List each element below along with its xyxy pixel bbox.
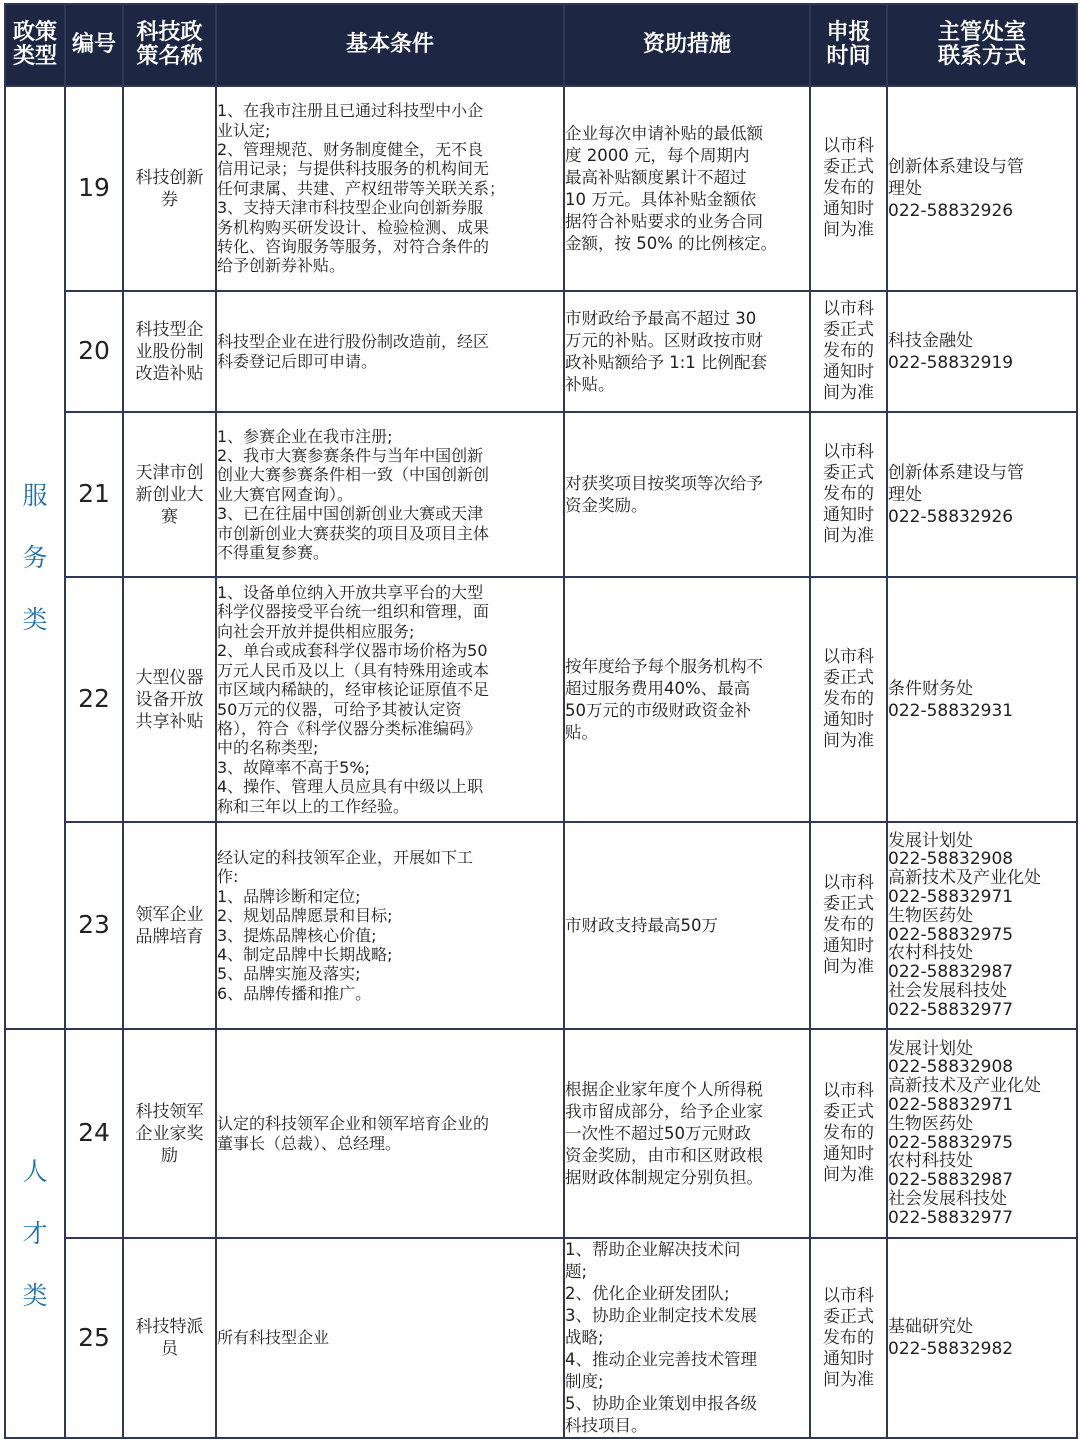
policy-name [123, 1238, 216, 1438]
contact-info-line: 高新技术及产业化处 [888, 868, 1041, 889]
contact-info-line: 022-58832975 [888, 1132, 1014, 1153]
policy-funding [564, 1029, 810, 1238]
apply-time [810, 1029, 887, 1238]
contact-info-line: 022-58832926 [888, 200, 1014, 221]
policy-conditions-line: 3、已在往届中国创新创业大赛或天津 [217, 504, 484, 524]
contact-info-line: 022-58832971 [888, 886, 1014, 907]
policy-funding-line: 市财政给予最高不超过 30 [565, 308, 757, 328]
contact-info-line: 理处 [888, 484, 922, 505]
policy-name-line: 员 [161, 1339, 178, 1359]
policy-funding-line: 最高补贴额度累计不超过 [565, 167, 747, 187]
contact-info [887, 1238, 1077, 1438]
contact-info-line: 022-58832987 [888, 1170, 1014, 1191]
apply-time-line: 通知时 [823, 362, 874, 382]
policy-conditions-line: 业大赛官网查询）。 [217, 484, 354, 504]
policy-conditions-line: 信用记录；与提供科技服务的机构间无 [217, 159, 490, 179]
apply-time-line: 间为准 [823, 1165, 874, 1185]
policy-name [123, 412, 216, 577]
header-number: 编号 [65, 4, 123, 86]
contact-info-line: 022-58832982 [888, 1339, 1014, 1359]
contact-info-line: 条件财务处 [888, 678, 973, 699]
policy-name-line: 科技特派 [135, 1317, 204, 1337]
policy-conditions-line: 给予创新券补贴。 [217, 256, 346, 276]
policy-conditions-line: 1、设备单位纳入开放共享平台的大型 [217, 583, 484, 603]
apply-time-line: 通知时 [823, 710, 874, 730]
table-row [5, 1238, 1077, 1438]
apply-time-line: 间为准 [823, 731, 874, 751]
table-body [5, 86, 1077, 1438]
policy-funding-line: 市财政支持最高50万 [565, 915, 718, 935]
contact-info-line: 022-58832977 [888, 999, 1014, 1020]
apply-time-line: 通知时 [823, 1348, 874, 1369]
policy-name-line: 领军企业 [135, 904, 204, 925]
policy-funding-line: 政补贴额给予 1:1 比例配套 [565, 352, 768, 372]
table-row [5, 1029, 1077, 1238]
policy-funding-line: 金额，按 50% 的比例核定。 [565, 233, 778, 253]
policy-conditions-line: 市区域内稀缺的，经审核论证原值不足 [217, 680, 490, 700]
policy-conditions-line: 不得重复参赛。 [217, 543, 330, 563]
contact-info-line: 创新体系建设与管 [888, 156, 1024, 177]
policy-funding [564, 412, 810, 577]
table-header [5, 4, 1077, 86]
category-char: 务 [22, 542, 48, 572]
policy-funding-line: 度 2000 元，每个周期内 [565, 145, 750, 165]
contact-info [887, 291, 1077, 412]
contact-info-line: 科技金融处 [888, 330, 973, 351]
policy-conditions-line: 作: [217, 867, 239, 887]
policy-funding-line: 一次性不超过50万元财政 [565, 1123, 751, 1143]
policy-table [4, 3, 1078, 1439]
header-conditions: 基本条件 [216, 4, 564, 86]
policy-conditions-line: 向社会开放并提供相应服务; [217, 621, 415, 641]
policy-conditions [216, 577, 564, 822]
policy-conditions-line: 2、规划品牌愿景和目标; [217, 906, 393, 926]
apply-time-line: 委正式 [823, 320, 874, 340]
policy-conditions [216, 822, 564, 1029]
policy-conditions-line: 创业大赛参赛条件相一致（中国创新创 [217, 465, 490, 485]
policy-funding-line: 贴。 [565, 722, 598, 742]
policy-name-line: 新创业大 [135, 484, 204, 505]
contact-info-line: 022-58832987 [888, 962, 1014, 983]
contact-info [887, 86, 1077, 291]
header-contact: 主管处室 联系方式 [887, 4, 1077, 86]
contact-info-line: 基础研究处 [888, 1317, 973, 1337]
policy-funding-line: 根据企业家年度个人所得税 [565, 1079, 763, 1099]
policy-name-line: 科技创新 [135, 167, 204, 188]
category-char: 类 [22, 604, 48, 634]
table-row [5, 577, 1077, 822]
apply-time-line: 发布的 [823, 484, 874, 504]
policy-funding-line: 对获奖项目按奖项等次给予 [565, 473, 763, 493]
apply-time-line: 以市科 [823, 647, 874, 667]
apply-time [810, 577, 887, 822]
contact-info-line: 022-58832919 [888, 352, 1014, 373]
apply-time-line: 委正式 [823, 668, 874, 688]
apply-time [810, 86, 887, 291]
policy-conditions [216, 86, 564, 291]
policy-conditions-line: 4、制定品牌中长期战略; [217, 944, 393, 964]
table-row [5, 412, 1077, 577]
policy-conditions-line: 业认定; [217, 120, 271, 140]
policy-name-line: 业股份制 [135, 341, 204, 362]
apply-time-line: 发布的 [823, 1123, 874, 1143]
policy-conditions [216, 412, 564, 577]
apply-time-line: 以市科 [823, 299, 874, 319]
apply-time-line: 发布的 [823, 341, 874, 361]
contact-info-line: 022-58832908 [888, 1057, 1014, 1078]
policy-funding-line: 4、推动企业完善技术管理 [565, 1350, 757, 1369]
policy-name [123, 1029, 216, 1238]
policy-name [123, 86, 216, 291]
apply-time [810, 412, 887, 577]
table-row [5, 822, 1077, 1029]
apply-time-line: 间为准 [823, 957, 874, 977]
header-funding: 资助措施 [564, 4, 810, 86]
policy-funding-line: 资金奖励，由市和区财政根 [565, 1145, 763, 1165]
apply-time-line: 通知时 [823, 505, 874, 525]
apply-time-line: 发布的 [823, 1327, 874, 1348]
contact-info-line: 022-58832971 [888, 1094, 1014, 1115]
policy-funding-line: 超过服务费用40%、最高 [565, 678, 751, 698]
contact-info-line: 社会发展科技处 [888, 1188, 1007, 1209]
policy-conditions-line: 1、在我市注册且已通过科技型中小企 [217, 101, 484, 121]
policy-funding-line: 题; [565, 1262, 588, 1281]
policy-funding-line: 战略; [565, 1328, 604, 1347]
apply-time-line: 以市科 [823, 1081, 874, 1101]
policy-conditions-line: 5、品牌实施及落实; [217, 964, 361, 984]
contact-info-line: 农村科技处 [888, 1151, 973, 1172]
policy-funding-line: 50万元的市级财政资金补 [565, 700, 751, 720]
policy-conditions-line: 50万元的仪器，可给予其被认定资 [217, 699, 462, 719]
policy-conditions-line: 6、品牌传播和推广。 [217, 983, 372, 1003]
policy-funding-line: 10 万元。具体补贴金额依 [565, 189, 757, 209]
policy-conditions-line: 任何隶属、共建、产权纽带等关联关系； [217, 178, 506, 198]
contact-info [887, 577, 1077, 822]
policy-name [123, 291, 216, 412]
header-policy-type: 政策 类型 [5, 4, 65, 86]
apply-time-line: 以市科 [823, 136, 874, 156]
policy-conditions-line: 3、支持天津市科技型企业向创新券服 [217, 198, 484, 218]
apply-time-line: 通知时 [823, 936, 874, 956]
contact-info-line: 发展计划处 [888, 830, 973, 851]
policy-number: 25 [65, 1238, 123, 1438]
apply-time-line: 间为准 [823, 526, 874, 546]
policy-number: 19 [65, 86, 123, 291]
policy-funding-line: 制度; [565, 1372, 604, 1391]
apply-time-line: 发布的 [823, 915, 874, 935]
header-apply-time: 申报 时间 [810, 4, 887, 86]
category-cell [5, 1029, 65, 1438]
policy-funding-line: 资金奖励。 [565, 495, 648, 515]
policy-conditions-line: 经认定的科技领军企业，开展如下工 [217, 847, 474, 867]
contact-info-line: 社会发展科技处 [888, 980, 1007, 1001]
policy-conditions-line: 万元人民币及以上（具有特殊用途或本 [217, 660, 490, 680]
policy-funding-line: 据财政体制规定分别负担。 [565, 1167, 763, 1187]
policy-funding [564, 822, 810, 1029]
apply-time-line: 间为准 [823, 1369, 874, 1390]
contact-info [887, 412, 1077, 577]
contact-info-line: 022-58832977 [888, 1207, 1014, 1228]
policy-conditions-line: 科学仪器接受平台统一组织和管理，面 [217, 602, 490, 622]
policy-conditions-line: 中的名称类型; [217, 738, 319, 758]
contact-info-line: 022-58832975 [888, 924, 1014, 945]
contact-info-line: 发展计划处 [888, 1038, 973, 1059]
header-policy-name: 科技政 策名称 [123, 4, 216, 86]
policy-funding [564, 86, 810, 291]
contact-info [887, 1029, 1077, 1238]
policy-number: 23 [65, 822, 123, 1029]
policy-funding [564, 1238, 810, 1438]
apply-time-line: 以市科 [823, 1285, 874, 1306]
apply-time [810, 1238, 887, 1438]
contact-info-line: 农村科技处 [888, 943, 973, 964]
policy-conditions-line: 2、我市大赛参赛条件与当年中国创新 [217, 445, 484, 465]
policy-name-line: 科技领军 [135, 1101, 204, 1122]
contact-info-line: 生物医药处 [888, 1113, 973, 1134]
apply-time-line: 委正式 [823, 1306, 874, 1327]
apply-time-line: 间为准 [823, 220, 874, 240]
policy-number: 20 [65, 291, 123, 412]
category-char: 才 [22, 1218, 48, 1248]
apply-time-line: 委正式 [823, 894, 874, 914]
policy-funding-line: 我市留成部分，给予企业家 [565, 1101, 763, 1121]
policy-conditions-line: 称和三年以上的工作经验。 [217, 796, 410, 816]
policy-conditions-line: 所有科技型企业 [217, 1328, 330, 1348]
category-char: 类 [22, 1280, 48, 1310]
policy-funding-line: 5、协助企业策划申报各级 [565, 1394, 757, 1413]
policy-funding-line: 补贴。 [565, 374, 615, 394]
policy-name-line: 企业家奖 [135, 1123, 204, 1144]
contact-info-line: 高新技术及产业化处 [888, 1076, 1041, 1097]
apply-time [810, 291, 887, 412]
table-row [5, 86, 1077, 291]
policy-conditions-line: 董事长（总裁）、总经理。 [217, 1133, 402, 1153]
policy-number: 21 [65, 412, 123, 577]
contact-info-line: 创新体系建设与管 [888, 462, 1024, 483]
apply-time-line: 委正式 [823, 1102, 874, 1122]
policy-conditions-line: 3、故障率不高于5%; [217, 757, 370, 777]
policy-conditions-line: 格），符合《科学仪器分类标准编码》 [217, 718, 482, 738]
category-cell [5, 86, 65, 1029]
policy-conditions-line: 转化、咨询服务等服务，对符合条件的 [217, 237, 490, 257]
contact-info-line: 022-58832908 [888, 849, 1014, 870]
policy-funding [564, 577, 810, 822]
policy-conditions-line: 2、单台或成套科学仪器市场价格为50 [217, 641, 488, 661]
contact-info-line: 生物医药处 [888, 905, 973, 926]
policy-name-line: 大型仪器 [135, 667, 204, 688]
apply-time-line: 通知时 [823, 199, 874, 219]
contact-info [887, 822, 1077, 1029]
apply-time-line: 委正式 [823, 157, 874, 177]
policy-conditions-line: 科委登记后即可申请。 [217, 351, 378, 371]
policy-name-line: 赛 [161, 506, 178, 527]
policy-funding-line: 2、优化企业研发团队; [565, 1284, 730, 1303]
contact-info-line: 022-58832926 [888, 506, 1014, 527]
policy-funding-line: 据符合补贴要求的业务合同 [565, 211, 763, 231]
policy-funding-line: 按年度给予每个服务机构不 [565, 656, 763, 676]
contact-info-line: 理处 [888, 178, 922, 199]
policy-name-line: 共享补贴 [135, 711, 204, 732]
policy-conditions-line: 务机构购买研发设计、检验检测、成果 [217, 217, 490, 237]
policy-name-line: 改造补贴 [135, 363, 204, 384]
policy-name-line: 科技型企 [135, 319, 204, 340]
policy-funding-line: 科技项目。 [565, 1416, 648, 1435]
apply-time-line: 发布的 [823, 689, 874, 709]
policy-funding-line: 3、协助企业制定技术发展 [565, 1306, 757, 1325]
contact-info-line: 022-58832931 [888, 700, 1014, 721]
policy-funding-line: 万元的补贴。区财政按市财 [565, 330, 763, 350]
policy-name [123, 822, 216, 1029]
policy-conditions [216, 1029, 564, 1238]
category-char: 服 [22, 480, 48, 510]
apply-time-line: 委正式 [823, 463, 874, 483]
policy-name-line: 品牌培育 [135, 926, 204, 947]
policy-conditions-line: 认定的科技领军企业和领军培育企业的 [217, 1114, 490, 1134]
policy-conditions [216, 291, 564, 412]
apply-time-line: 间为准 [823, 383, 874, 403]
policy-name-line: 设备开放 [135, 689, 204, 710]
policy-conditions [216, 1238, 564, 1438]
apply-time-line: 通知时 [823, 1144, 874, 1164]
policy-number: 22 [65, 577, 123, 822]
policy-conditions-line: 科技型企业在进行股份制改造前，经区 [217, 332, 490, 352]
policy-conditions-line: 2、管理规范、财务制度健全，无不良 [217, 139, 484, 159]
policy-funding [564, 291, 810, 412]
policy-name [123, 577, 216, 822]
policy-funding-line: 企业每次申请补贴的最低额 [565, 123, 763, 143]
table-row [5, 291, 1077, 412]
apply-time [810, 822, 887, 1029]
policy-number: 24 [65, 1029, 123, 1238]
apply-time-line: 发布的 [823, 178, 874, 198]
policy-conditions-line: 1、参赛企业在我市注册; [217, 426, 393, 446]
apply-time-line: 以市科 [823, 873, 874, 893]
policy-conditions-line: 市创新创业大赛获奖的项目及项目主体 [217, 523, 490, 543]
policy-funding-line: 1、帮助企业解决技术问 [565, 1240, 741, 1259]
apply-time-line: 以市科 [823, 442, 874, 462]
policy-conditions-line: 3、提炼品牌核心价值; [217, 925, 377, 945]
policy-name-line: 天津市创 [135, 462, 204, 483]
policy-conditions-line: 4、操作、管理人员应具有中级以上职 [217, 777, 484, 797]
policy-conditions-line: 1、品牌诊断和定位; [217, 886, 361, 906]
policy-name-line: 券 [161, 189, 178, 210]
policy-name-line: 励 [161, 1145, 178, 1166]
category-char: 人 [22, 1156, 48, 1186]
